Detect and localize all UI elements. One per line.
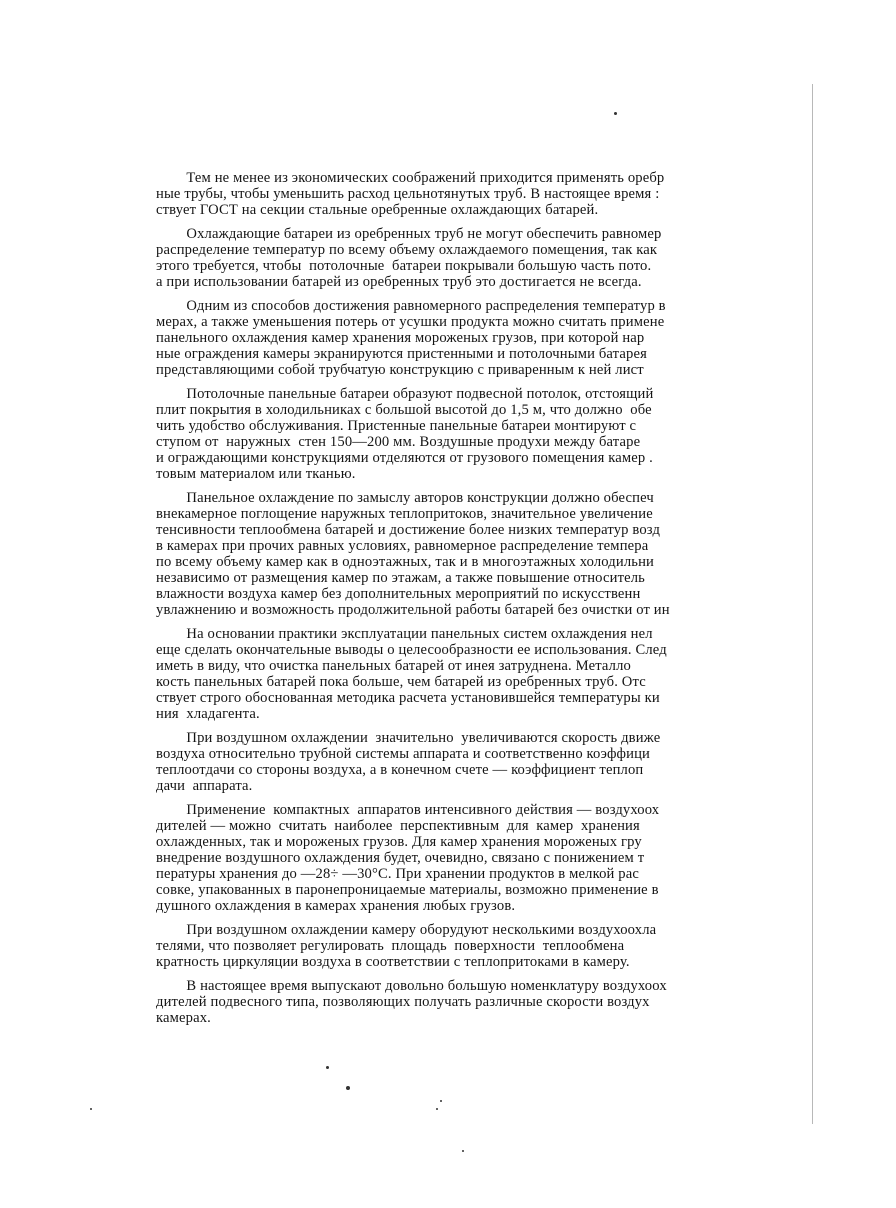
paragraph-gap — [156, 618, 796, 626]
paragraph — [156, 226, 796, 290]
text-line: ствует строго обоснованная методика расчета установившейся температуры ки — [156, 690, 660, 706]
text-line: воздуха относительно трубной системы аппарата и соответственно коэффици — [156, 746, 651, 762]
paragraph-gap — [156, 794, 796, 802]
paragraph-gap — [156, 378, 796, 386]
paragraph — [156, 922, 796, 970]
text-line: дителей подвесного типа, позволяющих получать различные скорости воздух — [156, 994, 650, 1010]
paragraph — [156, 730, 796, 794]
text-line: распределение температур по всему объему охлаждаемого помещения, так как — [156, 242, 658, 258]
text-line: независимо от размещения камер по этажам, а также повышение относитель — [156, 570, 645, 586]
text-line: тенсивности теплообмена батарей и достижение более низких температур возд — [156, 522, 661, 538]
text-line: В настоящее время выпускают довольно большую номенклатуру воздухоох — [156, 978, 667, 994]
text-line: ные ограждения камеры экранируются пристенными и потолочными батарея — [156, 346, 647, 362]
text-line: кость панельных батарей пока больше, чем батарей из оребренных труб. Отс — [156, 674, 646, 690]
scan-speck — [346, 1086, 350, 1090]
paragraph — [156, 978, 796, 1026]
text-line: плит покрытия в холодильниках с большой высотой до 1,5 м, что должно обе — [156, 402, 652, 418]
paragraph — [156, 626, 796, 722]
text-line: ступом от наружных стен 150—200 мм. Воздушные продухи между батаре — [156, 434, 641, 450]
text-line: внедрение воздушного охлаждения будет, очевидно, связано с понижением т — [156, 850, 645, 866]
paragraph-gap — [156, 290, 796, 298]
text-line: мерах, а также уменьшения потерь от усушки продукта можно считать примене — [156, 314, 665, 330]
text-line: товым материалом или тканью. — [156, 466, 356, 482]
text-line: панельного охлаждения камер хранения мороженых грузов, при которой нар — [156, 330, 645, 346]
text-line: Применение компактных аппаратов интенсивного действия — воздухоох — [156, 802, 660, 818]
text-line: по всему объему камер как в одноэтажных, так и в многоэтажных холодильни — [156, 554, 654, 570]
text-line: камерах. — [156, 1010, 211, 1026]
scan-speck — [326, 1066, 329, 1069]
text-line: увлажнению и возможность продолжительной работы батарей без очистки от ин — [156, 602, 670, 618]
text-line: представляющими собой трубчатую конструкцию с приваренным к ней лист — [156, 362, 644, 378]
scan-speck — [462, 1150, 464, 1152]
paragraph-gap — [156, 970, 796, 978]
paragraph — [156, 802, 796, 914]
paragraph — [156, 170, 796, 218]
text-line: Тем не менее из экономических соображений приходится применять оребр — [156, 170, 665, 186]
text-line: Одним из способов достижения равномерного распределения температур в — [156, 298, 666, 314]
paragraph-gap — [156, 914, 796, 922]
paragraph — [156, 298, 796, 378]
text-line: чить удобство обслуживания. Пристенные панельные батареи монтируют с — [156, 418, 637, 434]
text-line: ствует ГОСТ на секции стальные оребренные охлаждающих батарей. — [156, 202, 599, 218]
text-line: влажности воздуха камер без дополнительных мероприятий по искусственн — [156, 586, 641, 602]
text-line: душного охлаждения в камерах хранения любых грузов. — [156, 898, 516, 914]
paragraph — [156, 386, 796, 482]
text-line: пературы хранения до —28÷ —30°С. При хранении продуктов в мелкой рас — [156, 866, 639, 882]
text-line: и ограждающими конструкциями отделяются от грузового помещения камер . — [156, 450, 653, 466]
paragraph-gap — [156, 482, 796, 490]
text-line: Охлаждающие батареи из оребренных труб не могут обеспечить равномер — [156, 226, 662, 242]
text-line: еще сделать окончательные выводы о целесообразности ее использования. След — [156, 642, 667, 658]
text-line: ния хладагента. — [156, 706, 260, 722]
scan-speck — [614, 112, 617, 115]
body-text — [156, 170, 796, 1026]
text-line: теплоотдачи со стороны воздуха, а в конечном счете — коэффициент теплоп — [156, 762, 644, 778]
text-line: охлажденных, так и мороженых грузов. Для камер хранения мороженых гру — [156, 834, 642, 850]
text-line: Панельное охлаждение по замыслу авторов конструкции должно обеспеч — [156, 490, 654, 506]
text-line: иметь в виду, что очистка панельных батарей от инея затруднена. Металло — [156, 658, 631, 674]
text-line: телями, что позволяет регулировать площадь поверхности теплообмена — [156, 938, 625, 954]
text-line: внекамерное поглощение наружных теплопритоков, значительное увеличение — [156, 506, 653, 522]
text-line: При воздушном охлаждении камеру оборудуют несколькими воздухоохла — [156, 922, 657, 938]
text-line: Потолочные панельные батареи образуют подвесной потолок, отстоящий — [156, 386, 654, 402]
scan-speck — [440, 1100, 442, 1102]
paragraph-gap — [156, 218, 796, 226]
scan-speck — [436, 1108, 438, 1110]
text-line: а при использовании батарей из оребренных труб это достигается не всегда. — [156, 274, 642, 290]
text-line: этого требуется, чтобы потолочные батареи покрывали большую часть пото. — [156, 258, 652, 274]
text-line: в камерах при прочих равных условиях, равномерное распределение темпера — [156, 538, 649, 554]
scan-speck — [90, 1108, 92, 1110]
text-line: дителей — можно считать наиболее перспективным для камер хранения — [156, 818, 648, 834]
text-line: совке, упакованных в паронепроницаемые материалы, возможно применение в — [156, 882, 659, 898]
text-line: При воздушном охлаждении значительно увеличиваются скорость движе — [156, 730, 661, 746]
paragraph — [156, 490, 796, 618]
text-line: кратность циркуляции воздуха в соответствии с теплопритоками в камеру. — [156, 954, 630, 970]
text-line: ные трубы, чтобы уменьшить расход цельнотянутых труб. В настоящее время : — [156, 186, 660, 202]
text-line: На основании практики эксплуатации панельных систем охлаждения нел — [156, 626, 653, 642]
paragraph-gap — [156, 722, 796, 730]
text-line: дачи аппарата. — [156, 778, 253, 794]
page-edge-shadow — [812, 84, 813, 1124]
